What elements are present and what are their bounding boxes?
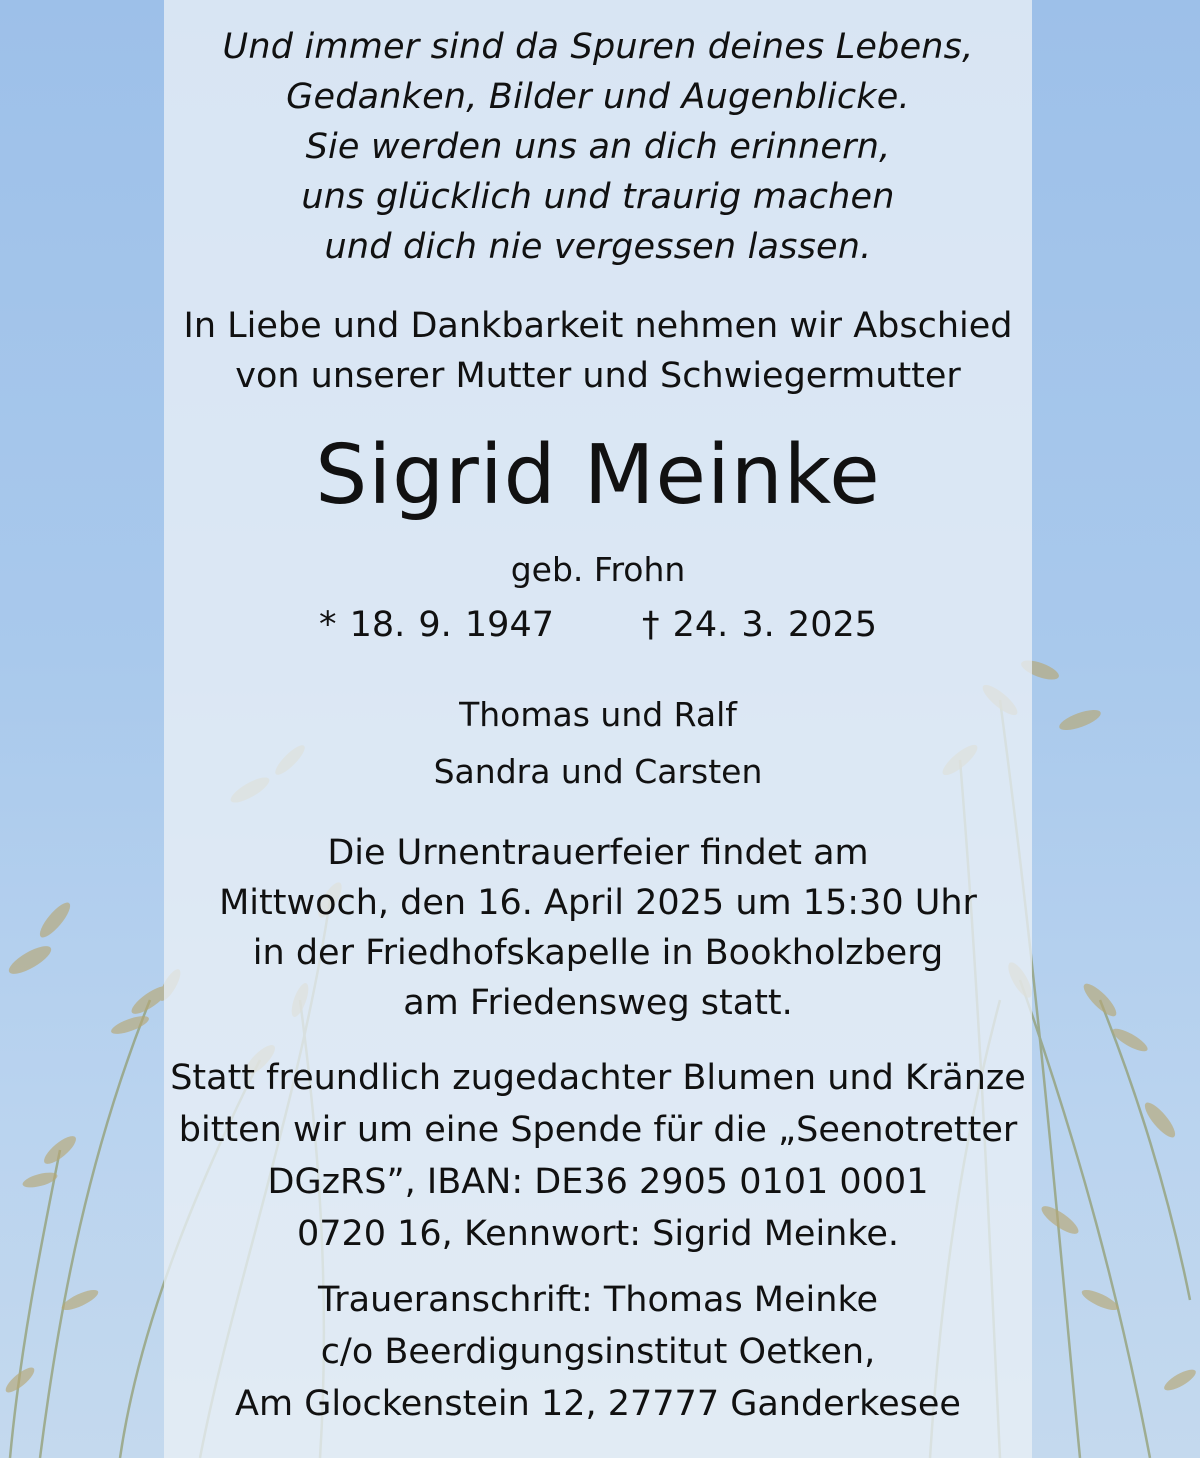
ceremony-line-3: in der Friedhofskapelle in Bookholzberg (252, 933, 944, 973)
poem-line-3: Sie werden uns an dich erinnern, (305, 127, 891, 167)
address-line-1: Traueranschrift: Thomas Meinke (318, 1280, 878, 1320)
donation-line-1: Statt freundlich zugedachter Blumen und Kränze (170, 1058, 1026, 1098)
deceased-name: Sigrid Meinke (315, 428, 881, 523)
intro-line-1: In Liebe und Dankbarkeit nehmen wir Abschied (183, 306, 1013, 346)
donation-line-2: bitten wir um eine Spende für die „Seenotretter (178, 1110, 1018, 1150)
address-line-3: Am Glockenstein 12, 27777 Ganderkesee (235, 1384, 961, 1424)
ceremony-line-2: Mittwoch, den 16. April 2025 um 15:30 Uhr (219, 883, 977, 923)
family-line-1: Thomas und Ralf (459, 695, 737, 734)
poem-line-2: Gedanken, Bilder und Augenblicke. (286, 77, 910, 117)
ceremony-line-4: am Friedensweg statt. (403, 983, 793, 1023)
intro-line-2: von unserer Mutter und Schwiegermutter (235, 356, 961, 396)
donation-line-3: DGzRS”, IBAN: DE36 2905 0101 0001 (267, 1162, 929, 1202)
address-line-2: c/o Beerdigungsinstitut Oetken, (320, 1332, 876, 1372)
poem-line-5: und dich nie vergessen lassen. (324, 227, 872, 267)
life-dates (164, 605, 1032, 645)
death-date: † 24. 3. 2025 (642, 605, 878, 645)
birth-date: * 18. 9. 1947 (318, 605, 554, 645)
donation-line-4: 0720 16, Kennwort: Sigrid Meinke. (296, 1214, 900, 1254)
family-line-2: Sandra und Carsten (433, 752, 763, 791)
birth-name: geb. Frohn (510, 550, 686, 589)
poem-line-1: Und immer sind da Spuren deines Lebens, (222, 27, 974, 67)
ceremony-line-1: Die Urnentrauerfeier findet am (327, 833, 869, 873)
poem-line-4: uns glücklich und traurig machen (301, 177, 895, 217)
obituary-content (164, 0, 1032, 1458)
